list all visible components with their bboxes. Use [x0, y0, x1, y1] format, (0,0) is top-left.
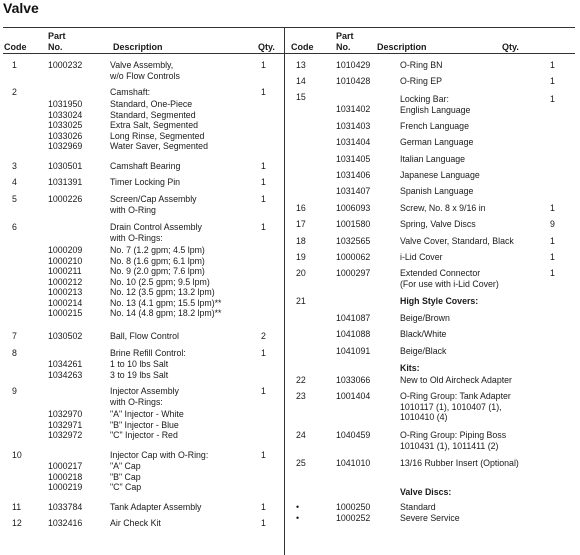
left-row-description-13: [110, 450, 208, 461]
right-row-part-no-line: 1010428: [336, 76, 371, 86]
right-row-description-9: [400, 186, 473, 197]
left-row-description-8: [110, 331, 179, 342]
right-row-part-no-line: 1000297: [336, 268, 371, 278]
left-row-qty-line: 1: [261, 502, 266, 512]
right-row-code-line: 25: [296, 458, 306, 468]
left-row-part-no-12: [48, 409, 82, 441]
left-row-part-no-line: 1000212: [48, 276, 83, 287]
left-row-code-11: [12, 386, 17, 397]
right-row-description-1: [400, 76, 442, 87]
left-row-description-line: Camshaft Bearing: [110, 161, 181, 171]
left-row-qty-6: [261, 222, 266, 233]
right-row-code-12: [296, 236, 306, 247]
left-row-code-line: 3: [12, 161, 17, 171]
left-row-part-no-line: 1032971: [48, 419, 83, 430]
right-row-description-13: [400, 252, 443, 263]
right-row-description-12: [400, 236, 514, 247]
left-header-qty: Qty.: [258, 42, 275, 52]
right-row-description-line: O-Ring Group: Tank Adapter: [400, 391, 511, 401]
left-row-part-no-line: 1030501: [48, 161, 83, 171]
left-row-description-5: [110, 194, 197, 215]
left-row-description-line: "A" Cap: [110, 461, 141, 471]
left-row-qty-8: [261, 331, 266, 342]
left-row-part-no-line: 1000209: [48, 245, 83, 255]
right-row-description-24: [400, 487, 451, 498]
left-row-part-no-line: 1034261: [48, 359, 83, 369]
left-row-description-line: Drain Control Assembly: [110, 222, 202, 232]
right-row-part-no-line: 1010429: [336, 60, 371, 70]
right-row-description-line: 1010410 (4): [400, 412, 448, 422]
right-row-part-no-line: 1032565: [336, 236, 371, 246]
right-row-description-10: [400, 203, 486, 214]
right-row-part-no-13: [336, 252, 370, 263]
left-row-code-6: [12, 222, 17, 233]
left-row-code-5: [12, 194, 17, 205]
right-row-part-no-0: [336, 60, 370, 71]
right-row-description-25: [400, 502, 436, 513]
left-row-code-line: 11: [12, 502, 22, 512]
right-row-description-line: New to Old Aircheck Adapter: [400, 375, 512, 385]
left-row-part-no-line: 1000232: [48, 60, 83, 70]
left-row-description-line: 3 to 19 lbs Salt: [110, 369, 169, 380]
right-row-code-line: 14: [296, 76, 306, 86]
right-row-code-25: [296, 502, 299, 513]
right-row-part-no-21: [336, 391, 370, 402]
right-row-description-16: [400, 313, 450, 324]
left-row-description-0: [110, 60, 180, 81]
right-row-part-no-8: [336, 170, 370, 181]
left-row-part-no-16: [48, 518, 82, 529]
left-row-part-no-line: 1000217: [48, 461, 83, 471]
right-row-description-line: French Language: [400, 121, 469, 131]
right-row-part-no-11: [336, 219, 370, 230]
right-row-description-line: 1010431 (1), 1011411 (2): [400, 440, 499, 451]
left-row-description-line: Standard, Segmented: [110, 109, 196, 120]
left-row-part-no-line: 1032416: [48, 518, 83, 528]
left-row-code-line: 5: [12, 194, 17, 204]
right-row-part-no-line: 1040459: [336, 430, 371, 440]
right-row-code-15: [296, 296, 306, 307]
right-row-description-line: i-Lid Cover: [400, 252, 443, 262]
left-header-description: Description: [113, 42, 163, 52]
right-row-description-line: Valve Cover, Standard, Black: [400, 236, 514, 246]
right-row-code-10: [296, 203, 306, 214]
left-row-part-no-line: 1031391: [48, 177, 83, 187]
column-divider: [284, 28, 285, 555]
right-row-part-no-line: 1001580: [336, 219, 371, 229]
right-row-description-line: Black/White: [400, 329, 447, 339]
right-row-code-14: [296, 268, 306, 279]
right-row-qty-line: 1: [550, 203, 555, 213]
left-row-description-line: Valve Assembly,: [110, 60, 174, 70]
left-row-part-no-3: [48, 161, 82, 172]
left-row-part-no-4: [48, 177, 82, 188]
right-row-description-line: Spring, Valve Discs: [400, 219, 476, 229]
right-row-code-22: [296, 430, 306, 441]
left-header-part-bottom: No.: [48, 42, 63, 52]
left-row-qty-line: 1: [261, 386, 266, 396]
right-row-description-3: [400, 94, 470, 115]
right-row-qty-line: 1: [550, 268, 555, 278]
right-row-part-no-line: 1041088: [336, 329, 371, 339]
right-row-part-no-line: 1041010: [336, 458, 371, 468]
right-row-code-20: [296, 375, 306, 386]
right-row-code-line: 16: [296, 203, 306, 213]
right-row-description-18: [400, 346, 446, 357]
right-row-code-line: 13: [296, 60, 306, 70]
left-row-part-no-0: [48, 60, 82, 71]
left-row-code-0: [12, 60, 17, 71]
left-row-description-line: Water Saver, Segmented: [110, 141, 208, 151]
right-row-description-line: English Language: [400, 104, 471, 115]
right-row-description-line: Standard: [400, 502, 436, 512]
left-row-code-8: [12, 331, 17, 342]
left-row-part-no-15: [48, 502, 82, 513]
left-row-description-line: No. 14 (4.8 gpm; 18.2 lpm)**: [110, 308, 222, 318]
left-row-description-line: with O-Rings:: [110, 396, 163, 407]
right-row-part-no-4: [336, 104, 370, 115]
left-row-part-no-line: 1000218: [48, 471, 83, 482]
left-row-qty-line: 1: [261, 161, 266, 171]
right-header-part-bottom: No.: [336, 42, 351, 52]
right-row-description-line: Valve Discs:: [400, 487, 452, 497]
right-row-qty-line: 1: [550, 60, 555, 70]
right-row-description-0: [400, 60, 443, 71]
left-row-description-16: [110, 518, 161, 529]
right-row-part-no-16: [336, 313, 370, 324]
left-row-description-6: [110, 222, 202, 243]
left-header-part-top: Part: [48, 31, 66, 41]
right-row-description-23: [400, 458, 519, 469]
left-row-code-line: 7: [12, 331, 17, 341]
left-row-code-line: 8: [12, 348, 17, 358]
right-row-qty-0: [550, 60, 555, 71]
right-row-part-no-line: 1031404: [336, 137, 371, 147]
left-row-part-no-2: [48, 99, 82, 152]
left-row-description-14: [110, 461, 141, 493]
left-row-description-line: No. 10 (2.5 gpm; 9.5 lpm): [110, 276, 210, 287]
left-row-code-line: 6: [12, 222, 17, 232]
right-row-code-1: [296, 76, 306, 87]
left-row-qty-line: 1: [261, 450, 266, 460]
right-row-part-no-7: [336, 154, 370, 165]
right-row-part-no-line: 1001404: [336, 391, 371, 401]
right-row-code-0: [296, 60, 306, 71]
right-row-description-line: 13/16 Rubber Insert (Optional): [400, 458, 519, 468]
left-row-description-line: Extra Salt, Segmented: [110, 120, 199, 130]
right-row-description-line: O-Ring BN: [400, 60, 443, 70]
left-row-description-line: Camshaft:: [110, 87, 151, 97]
left-row-part-no-8: [48, 331, 82, 342]
right-row-part-no-22: [336, 430, 370, 441]
right-row-part-no-line: 1041087: [336, 313, 371, 323]
right-row-part-no-10: [336, 203, 370, 214]
right-row-code-line: 23: [296, 391, 306, 401]
right-row-description-8: [400, 170, 480, 181]
right-row-description-line: 1010117 (1), 1010407 (1),: [400, 401, 502, 412]
right-row-code-11: [296, 219, 306, 230]
right-row-part-no-line: 1031407: [336, 186, 371, 196]
right-row-code-line: 15: [296, 92, 306, 102]
right-header-code: Code: [291, 42, 314, 52]
left-row-qty-16: [261, 518, 266, 529]
right-header-description: Description: [377, 42, 427, 52]
right-row-description-line: O-Ring Group: Piping Boss: [400, 430, 507, 440]
left-row-code-1: [12, 87, 17, 98]
right-row-description-line: O-Ring EP: [400, 76, 443, 86]
left-row-code-3: [12, 161, 17, 172]
right-header-part-top: Part: [336, 31, 354, 41]
right-row-part-no-18: [336, 346, 370, 357]
right-row-part-no-9: [336, 186, 370, 197]
left-row-description-line: Long Rinse, Segmented: [110, 130, 205, 141]
left-row-qty-9: [261, 348, 266, 359]
left-row-qty-3: [261, 161, 266, 172]
right-row-part-no-line: 1031406: [336, 170, 371, 180]
right-row-part-no-5: [336, 121, 370, 132]
left-row-part-no-14: [48, 461, 82, 493]
left-row-description-line: with O-Ring: [110, 204, 156, 215]
right-row-description-line: Japanese Language: [400, 170, 480, 180]
left-row-description-3: [110, 161, 180, 172]
left-row-qty-line: 1: [261, 518, 266, 528]
right-row-description-line: Extended Connector: [400, 268, 481, 278]
left-row-description-line: Ball, Flow Control: [110, 331, 179, 341]
right-row-part-no-6: [336, 137, 370, 148]
right-row-description-21: [400, 391, 511, 423]
left-row-description-12: [110, 409, 184, 441]
left-row-description-line: No. 13 (4.1 gpm; 15.5 lpm)**: [110, 297, 222, 308]
right-row-description-19: [400, 363, 420, 374]
right-row-description-line: Screw, No. 8 x 9/16 in: [400, 203, 486, 213]
right-row-description-line: Beige/Brown: [400, 313, 450, 323]
right-row-qty-12: [550, 236, 555, 247]
right-row-description-15: [400, 296, 478, 307]
right-row-qty-line: 1: [550, 252, 555, 262]
left-row-part-no-line: 1000219: [48, 482, 83, 492]
left-row-qty-line: 1: [261, 222, 266, 232]
left-row-code-line: 10: [12, 450, 22, 460]
left-row-code-16: [12, 518, 22, 529]
left-row-description-line: No. 8 (1.6 gpm; 6.1 lpm): [110, 255, 205, 266]
left-row-description-line: "B" Cap: [110, 471, 141, 482]
left-row-qty-0: [261, 60, 266, 71]
left-row-qty-15: [261, 502, 266, 513]
left-row-description-line: "C" Cap: [110, 482, 142, 492]
left-row-part-no-line: 1032970: [48, 409, 83, 419]
left-row-part-no-line: 1000226: [48, 194, 83, 204]
header-rule: [3, 53, 575, 54]
right-row-part-no-line: 1041091: [336, 346, 371, 356]
right-row-code-line: 18: [296, 236, 306, 246]
right-row-code-line: 17: [296, 219, 306, 229]
left-row-part-no-line: 1000213: [48, 287, 83, 297]
left-row-description-line: "B" Injector - Blue: [110, 419, 179, 430]
right-row-description-line: Italian Language: [400, 154, 466, 164]
left-row-part-no-line: 1030502: [48, 331, 83, 341]
left-row-part-no-line: 1000210: [48, 255, 83, 266]
right-row-code-23: [296, 458, 306, 469]
right-row-description-6: [400, 137, 473, 148]
left-row-description-line: Air Check Kit: [110, 518, 161, 528]
left-row-code-15: [12, 502, 21, 513]
right-row-description-line: (For use with i-Lid Cover): [400, 278, 499, 289]
right-row-description-11: [400, 219, 476, 230]
left-header-code: Code: [4, 42, 27, 52]
left-row-part-no-line: 1000215: [48, 308, 83, 318]
left-row-qty-1: [261, 87, 266, 98]
right-row-code-line: •: [296, 513, 300, 523]
right-row-description-line: German Language: [400, 137, 474, 147]
left-row-code-line: 12: [12, 518, 22, 528]
left-row-code-9: [12, 348, 17, 359]
right-row-part-no-line: 1000062: [336, 252, 371, 262]
left-row-description-line: Injector Assembly: [110, 386, 179, 396]
left-row-description-line: with O-Rings:: [110, 232, 163, 243]
right-row-qty-line: 1: [550, 76, 555, 86]
right-row-part-no-line: 1031403: [336, 121, 371, 131]
right-row-part-no-12: [336, 236, 370, 247]
left-row-part-no-line: 1034263: [48, 369, 83, 380]
right-row-part-no-line: 1033066: [336, 375, 371, 385]
left-row-qty-line: 1: [261, 60, 266, 70]
left-row-description-2: [110, 99, 208, 152]
left-row-qty-line: 1: [261, 177, 266, 187]
left-row-description-line: "A" Injector - White: [110, 409, 184, 419]
left-row-description-4: [110, 177, 180, 188]
right-row-code-line: 21: [296, 296, 306, 306]
right-row-qty-11: [550, 219, 555, 230]
left-row-qty-4: [261, 177, 266, 188]
left-row-description-line: No. 7 (1.2 gpm; 4.5 lpm): [110, 245, 205, 255]
right-row-qty-line: 1: [550, 236, 555, 246]
left-row-qty-5: [261, 194, 266, 205]
left-row-code-line: 4: [12, 177, 17, 187]
left-row-description-1: [110, 87, 150, 98]
left-row-part-no-line: 1033025: [48, 120, 83, 130]
left-row-description-line: Injector Cap with O-Ring:: [110, 450, 209, 460]
right-row-code-13: [296, 252, 306, 263]
right-row-code-26: [296, 513, 299, 524]
left-row-description-line: Tank Adapter Assembly: [110, 502, 202, 512]
left-row-code-line: 2: [12, 87, 17, 97]
right-row-code-2: [296, 92, 306, 103]
title-rule: [3, 27, 575, 28]
left-row-part-no-line: 1032972: [48, 430, 83, 440]
right-row-qty-line: 1: [550, 94, 555, 104]
left-row-description-line: Brine Refill Control:: [110, 348, 186, 358]
right-header-qty: Qty.: [502, 42, 519, 52]
left-row-qty-line: 1: [261, 87, 266, 97]
left-row-description-line: Timer Locking Pin: [110, 177, 181, 187]
right-row-code-line: 19: [296, 252, 306, 262]
left-row-part-no-line: 1000211: [48, 266, 82, 276]
left-row-description-11: [110, 386, 179, 407]
right-row-part-no-23: [336, 458, 370, 469]
right-row-code-line: 24: [296, 430, 306, 440]
left-row-qty-13: [261, 450, 266, 461]
left-row-part-no-line: 1000214: [48, 297, 83, 308]
right-row-part-no-line: 1000250: [336, 502, 371, 512]
right-row-part-no-26: [336, 513, 370, 524]
right-row-description-line: Spanish Language: [400, 186, 474, 196]
right-row-description-line: High Style Covers:: [400, 296, 479, 306]
right-row-part-no-20: [336, 375, 370, 386]
right-row-code-line: •: [296, 502, 300, 512]
right-row-code-line: 20: [296, 268, 306, 278]
left-row-qty-line: 1: [261, 348, 266, 358]
left-row-part-no-line: 1033784: [48, 502, 83, 512]
left-row-description-10: [110, 359, 168, 380]
left-row-part-no-5: [48, 194, 82, 205]
right-row-qty-line: 9: [550, 219, 555, 229]
right-row-part-no-line: 1006093: [336, 203, 371, 213]
left-row-description-7: [110, 245, 221, 319]
left-row-description-line: 1 to 10 lbs Salt: [110, 359, 169, 369]
right-row-description-7: [400, 154, 465, 165]
left-row-part-no-line: 1031950: [48, 99, 83, 109]
right-row-qty-14: [550, 268, 555, 279]
left-row-part-no-10: [48, 359, 82, 380]
left-row-description-15: [110, 502, 201, 513]
left-row-code-13: [12, 450, 22, 461]
right-row-part-no-line: 1031402: [336, 104, 371, 114]
right-row-description-17: [400, 329, 446, 340]
right-row-qty-10: [550, 203, 555, 214]
right-row-description-line: Locking Bar:: [400, 94, 449, 104]
right-row-description-line: Kits:: [400, 363, 420, 373]
left-row-part-no-line: 1032969: [48, 141, 83, 151]
left-row-code-line: 9: [12, 386, 17, 396]
right-row-part-no-14: [336, 268, 370, 279]
right-row-part-no-line: 1031405: [336, 154, 371, 164]
right-row-part-no-17: [336, 329, 370, 340]
left-row-description-9: [110, 348, 186, 359]
left-row-qty-11: [261, 386, 266, 397]
left-row-description-line: Screen/Cap Assembly: [110, 194, 197, 204]
right-row-qty-1: [550, 76, 555, 87]
left-row-description-line: No. 12 (3.5 gpm; 13.2 lpm): [110, 287, 215, 297]
right-row-description-line: Severe Service: [400, 513, 460, 523]
right-row-part-no-1: [336, 76, 370, 87]
left-row-description-line: "C" Injector - Red: [110, 430, 178, 440]
right-row-part-no-25: [336, 502, 370, 513]
right-row-part-no-line: 1000252: [336, 513, 371, 523]
right-row-description-line: Beige/Black: [400, 346, 447, 356]
left-row-code-4: [12, 177, 17, 188]
left-row-description-line: w/o Flow Controls: [110, 70, 180, 81]
right-row-code-21: [296, 391, 306, 402]
left-row-part-no-7: [48, 245, 82, 319]
left-row-part-no-line: 1033024: [48, 109, 83, 120]
left-row-qty-line: 1: [261, 194, 266, 204]
left-row-qty-line: 2: [261, 331, 266, 341]
right-row-description-26: [400, 513, 460, 524]
right-row-description-20: [400, 375, 512, 386]
page-title: Valve: [3, 0, 39, 16]
left-row-description-line: No. 9 (2.0 gpm; 7.6 lpm): [110, 266, 205, 276]
right-row-qty-3: [550, 94, 555, 105]
right-row-description-22: [400, 430, 506, 451]
right-row-qty-13: [550, 252, 555, 263]
right-row-code-line: 22: [296, 375, 306, 385]
left-row-description-line: Standard, One-Piece: [110, 99, 193, 109]
right-row-description-14: [400, 268, 499, 289]
left-row-code-line: 1: [12, 60, 17, 70]
right-row-description-5: [400, 121, 469, 132]
left-row-part-no-line: 1033026: [48, 130, 83, 141]
